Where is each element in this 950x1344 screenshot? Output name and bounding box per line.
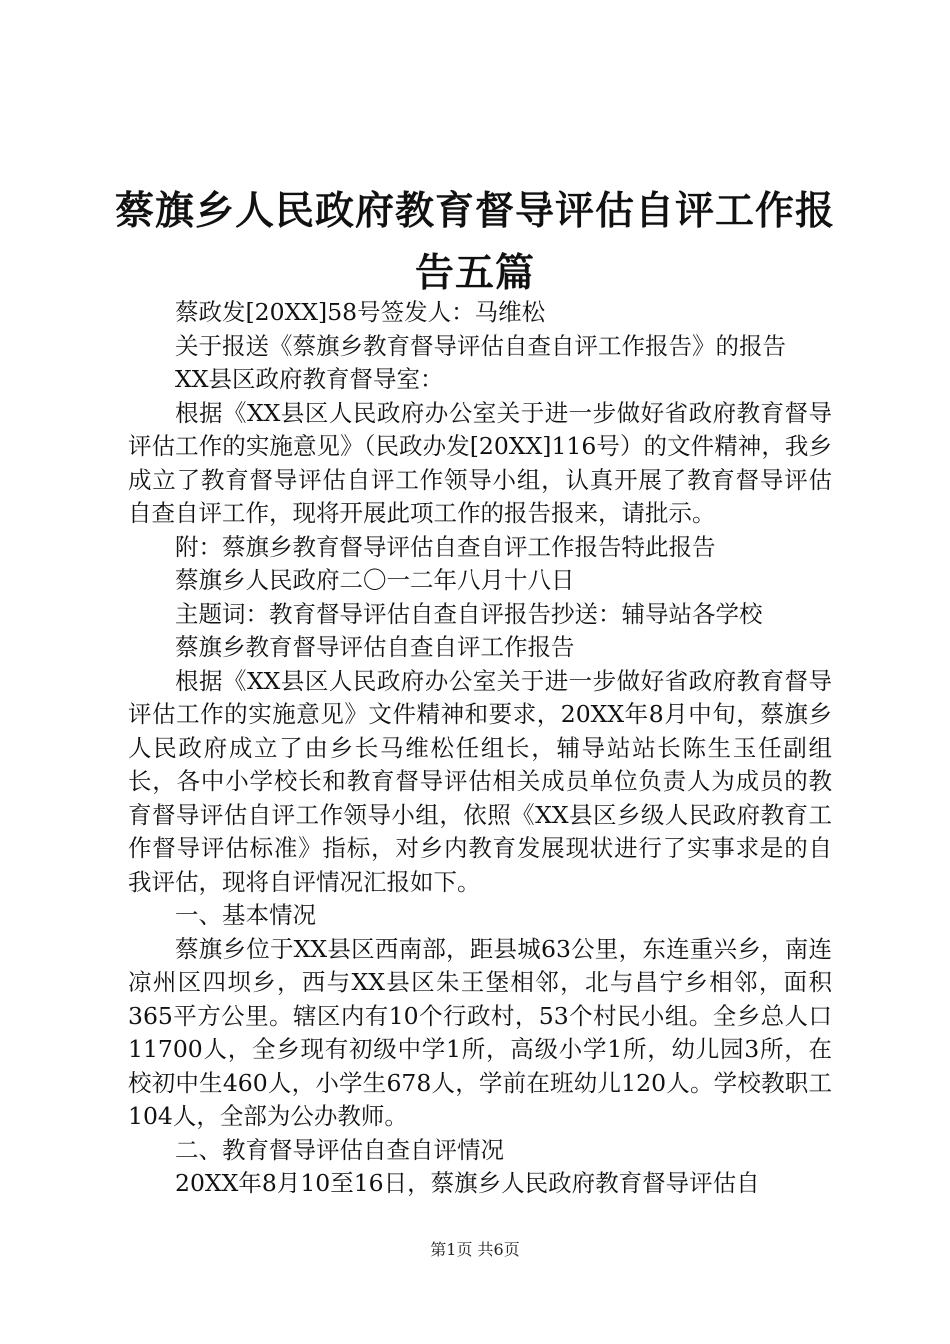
- paragraph-self-evaluation: 20XX年8月10至16日，蔡旗乡人民政府教育督导评估自: [175, 1169, 760, 1197]
- section-heading-self-evaluation: 二、教育督导评估自查自评情况: [175, 1135, 504, 1164]
- document-body: [128, 296, 832, 1201]
- paragraph-keywords: 主题词：教育督导评估自查自评报告抄送：辅导站各学校: [175, 599, 763, 628]
- paragraph-report-heading: 蔡旗乡教育督导评估自查自评工作报告: [175, 633, 575, 661]
- paragraph-basic-info: 蔡旗乡位于XX县区西南部，距县城63公里，东连重兴乡，南连凉州区四坝乡，西与XX县区朱王堡相邻，北与昌宁乡相邻，面积365平方公里。辖区内有10个行政村，53个村民小组。全乡总人口11700人，全乡现有初级中学1所，高级小学1所，幼儿园3所，在校初中生460人，小学生678人，学前在班幼儿120人。学校教职工104人，全部为公办教师。: [128, 934, 832, 1130]
- document-title: 蔡旗乡人民政府教育督导评估自评工作报告五篇: [114, 188, 835, 296]
- page-number-footer: 第1页 共6页: [430, 1240, 520, 1259]
- paragraph-intro: 根据《XX县区人民政府办公室关于进一步做好省政府教育督导评估工作的实施意见》（民政办发[20XX]116号）的文件精神，我乡成立了教育督导评估自评工作领导小组，认真开展了教育督导评估自查自评工作，现将开展此项工作的报告报来，请批示。: [128, 398, 832, 527]
- paragraph-document-number: 蔡政发[20XX]58号签发人：马维松: [175, 298, 546, 326]
- paragraph-attachment: 附：蔡旗乡教育督导评估自查自评工作报告特此报告: [175, 532, 716, 561]
- paragraph-issuer-date: 蔡旗乡人民政府二〇一二年八月十八日: [175, 566, 575, 594]
- paragraph-report-subject: 关于报送《蔡旗乡教育督导评估自查自评工作报告》的报告: [175, 331, 786, 360]
- paragraph-report-intro: 根据《XX县区人民政府办公室关于进一步做好省政府教育督导评估工作的实施意见》文件精神和要求，20XX年8月中旬，蔡旗乡人民政府成立了由乡长马维松任组长，辅导站站长陈生玉任副组长，各中小学校长和教育督导评估相关成员单位负责人为成员的教育督导评估自评工作领导小组，依照《XX县区乡级人民政府教育工作督导评估标准》指标，对乡内教育发展现状进行了实事求是的自我评估，现将自评情况汇报如下。: [128, 666, 832, 896]
- section-heading-basic: 一、基本情况: [175, 901, 316, 929]
- paragraph-recipient: XX县区政府教育督导室：: [175, 365, 444, 393]
